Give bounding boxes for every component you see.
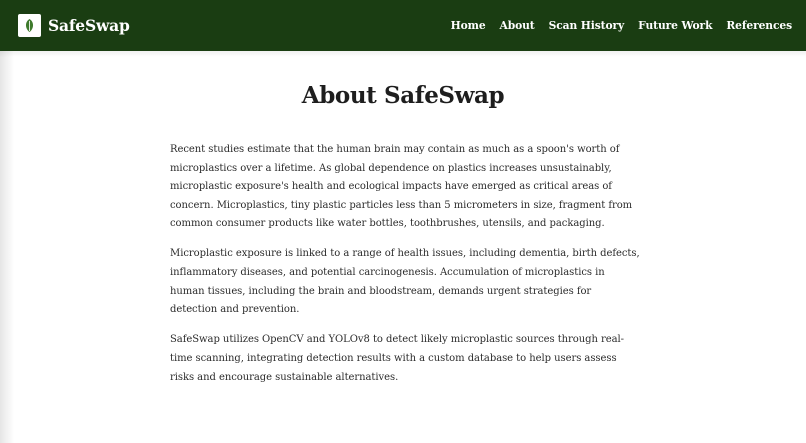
nav-link-scan-history[interactable]: Scan History xyxy=(548,19,625,32)
nav-link-future-work[interactable]: Future Work xyxy=(638,19,713,32)
page-title: About SafeSwap xyxy=(301,82,505,109)
paragraph-health: Microplastic exposure is linked to a range of health issues, including dementia, birth defects, inflammatory diseases, and potential carcinogenesis. Accumulation of microplastics in human tissues, including the brain and bloodstream, demands urgent strategies for detection and prevention. xyxy=(170,248,640,316)
nav-links xyxy=(437,19,792,32)
about-article xyxy=(170,141,640,399)
nav-link-references[interactable]: References xyxy=(726,19,792,32)
brand-name: SafeSwap xyxy=(48,16,130,35)
nav-link-about[interactable]: About xyxy=(499,19,535,32)
paragraph-safeswap: SafeSwap utilizes OpenCV and YOLOv8 to detect likely microplastic sources through real-time scanning, integrating detection results with a custom database to help users assess risks and encourage sustainable alternatives. xyxy=(170,334,625,383)
paragraph-intro: Recent studies estimate that the human brain may contain as much as a spoon's worth of microplastics over a lifetime. As global dependence on plastics increases unsustainably, microplastic exposure's health and ecological impacts have emerged as critical areas of concern. Microplastics, tiny plastic particles less than 5 micrometers in size, fragment from common consumer products like water bottles, toothbrushes, utensils, and packaging. xyxy=(170,144,633,230)
top-navbar xyxy=(0,0,806,51)
brand-link[interactable] xyxy=(18,14,130,37)
nav-link-home[interactable]: Home xyxy=(450,19,486,32)
leaf-icon xyxy=(18,14,41,37)
